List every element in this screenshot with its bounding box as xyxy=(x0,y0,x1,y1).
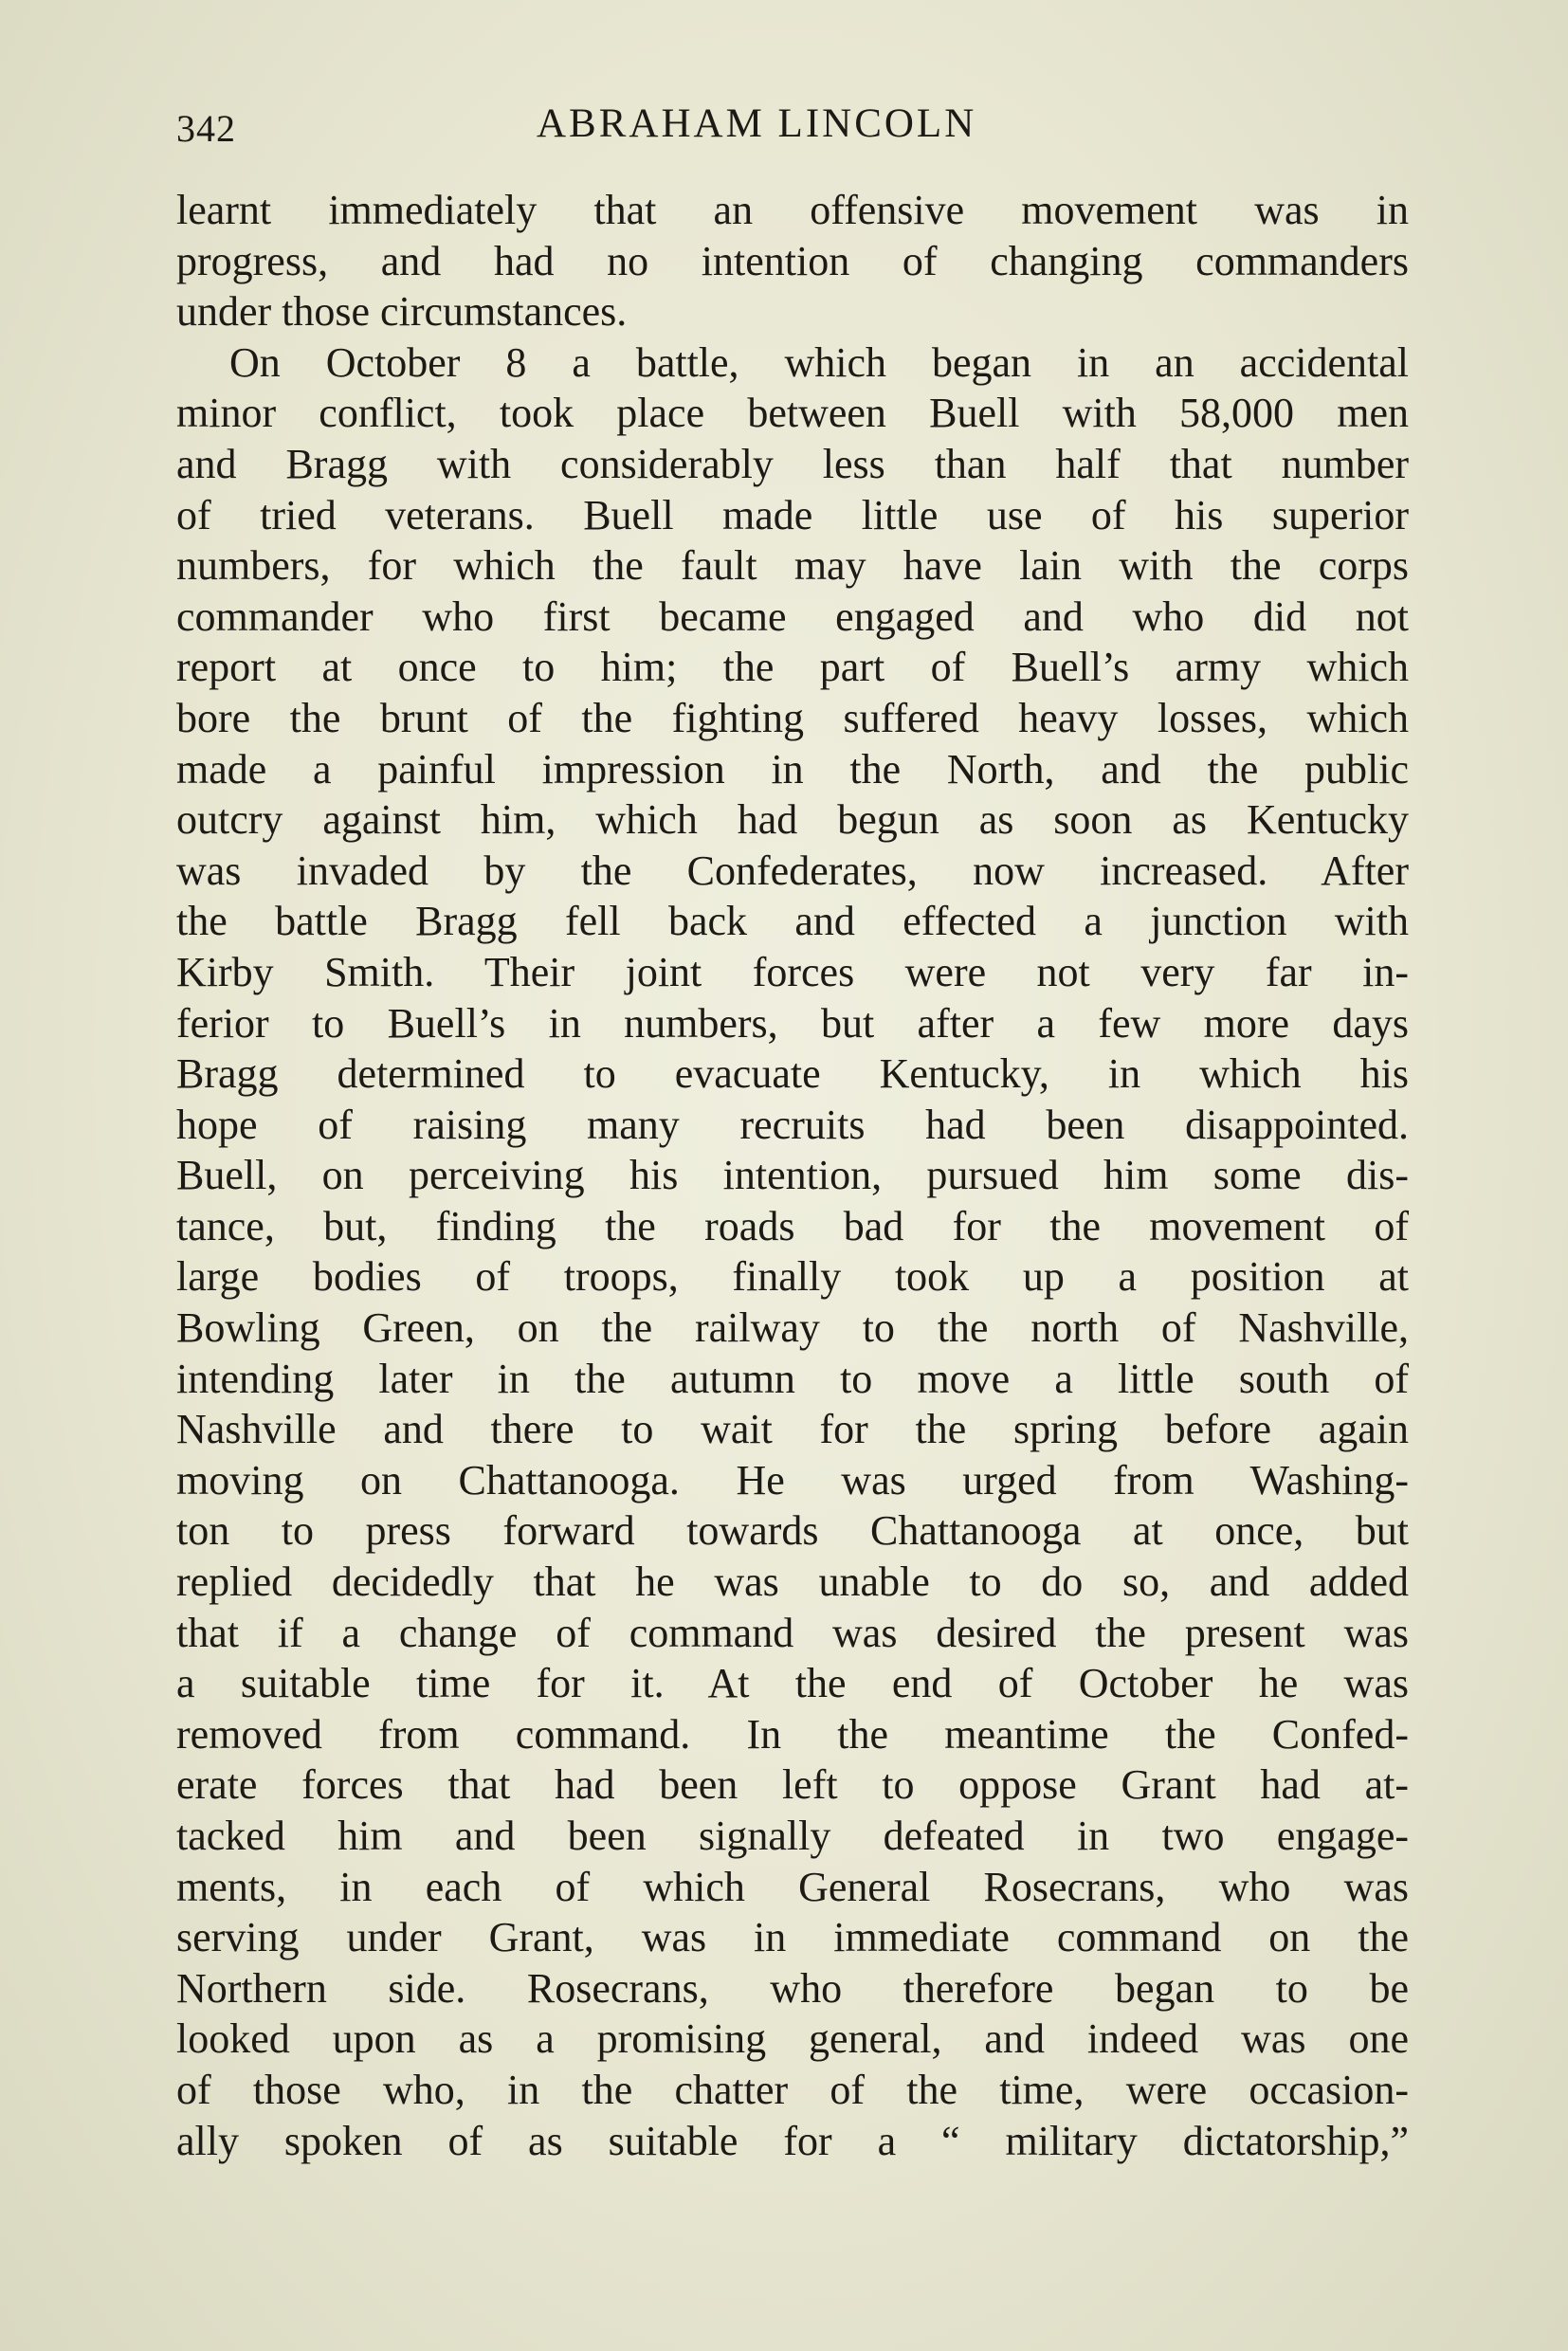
text-line: Bowling Green, on the railway to the north of Nashville, xyxy=(176,1304,1409,1352)
text-line: minor conflict, took place between Buell with 58,000 men xyxy=(176,390,1409,437)
text-line: made a painful impression in the North, and the public xyxy=(176,745,1409,793)
text-line: and Bragg with considerably less than half that number xyxy=(176,440,1409,487)
text-line: ferior to Buell’s in numbers, but after a few more days xyxy=(176,999,1409,1047)
text-line: was invaded by the Confederates, now increased. After xyxy=(176,847,1409,894)
text-line: Nashville and there to wait for the spring before again xyxy=(176,1406,1409,1453)
text-line: removed from command. In the meantime the Confed- xyxy=(176,1710,1409,1758)
text-line: Bragg determined to evacuate Kentucky, in which his xyxy=(176,1050,1409,1098)
text-line: intending later in the autumn to move a little south of xyxy=(176,1355,1409,1402)
text-line: that if a change of command was desired the present was xyxy=(176,1609,1409,1656)
text-line: tacked him and been signally defeated in two engage- xyxy=(176,1813,1409,1859)
text-line: of tried veterans. Buell made little use of his superior xyxy=(176,491,1409,538)
text-line: the battle Bragg fell back and effected a junction with xyxy=(176,898,1409,945)
text-line: tance, but, finding the roads bad for the movement of xyxy=(176,1202,1409,1249)
text-line: serving under Grant, was in immediate command on the xyxy=(176,1914,1409,1961)
text-line: large bodies of troops, finally took up a position at xyxy=(176,1253,1409,1301)
text-line: under those circumstances. xyxy=(176,288,628,336)
text-line: of those who, in the chatter of the time, were occasion- xyxy=(176,2066,1409,2113)
body-text xyxy=(176,185,1409,2166)
running-head xyxy=(176,95,1409,180)
text-line: hope of raising many recruits had been disappointed. xyxy=(176,1101,1409,1148)
text-line: looked upon as a promising general, and indeed was one xyxy=(176,2015,1409,2063)
text-line: ton to press forward towards Chattanooga at once, but xyxy=(176,1507,1409,1555)
text-line: Northern side. Rosecrans, who therefore began to be xyxy=(176,1964,1409,2012)
page-number: 342 xyxy=(176,107,236,150)
text-line: replied decidedly that he was unable to do so, and added xyxy=(176,1558,1409,1606)
text-line: numbers, for which the fault may have lain with the corps xyxy=(176,542,1409,590)
text-line: progress, and had no intention of changing commanders xyxy=(176,237,1409,284)
text-line: commander who first became engaged and who did not xyxy=(176,592,1409,640)
text-line: report at once to him; the part of Buell’s army which xyxy=(176,644,1409,691)
book-page xyxy=(176,95,1409,2275)
text-line: a suitable time for it. At the end of October he was xyxy=(176,1660,1409,1707)
text-line: outcry against him, which had begun as soon as Kentucky xyxy=(176,796,1409,844)
text-line: moving on Chattanooga. He was urged from Washing- xyxy=(176,1456,1409,1504)
text-line: Buell, on perceiving his intention, pursued him some dis- xyxy=(176,1152,1409,1199)
running-title: ABRAHAM LINCOLN xyxy=(537,101,977,146)
text-line: ments, in each of which General Rosecrans, who was xyxy=(176,1863,1409,1910)
text-line: erate forces that had been left to oppose Grant had at- xyxy=(176,1761,1409,1809)
text-line: learnt immediately that an offensive movement was in xyxy=(176,187,1409,233)
text-line: bore the brunt of the fighting suffered heavy losses, which xyxy=(176,694,1409,741)
text-line: Kirby Smith. Their joint forces were not very far in- xyxy=(176,948,1409,995)
paragraph-start-line: On October 8 a battle, which began in an accidental xyxy=(229,338,1409,386)
text-line: ally spoken of as suitable for a “ military dictatorship,” xyxy=(176,2117,1409,2164)
